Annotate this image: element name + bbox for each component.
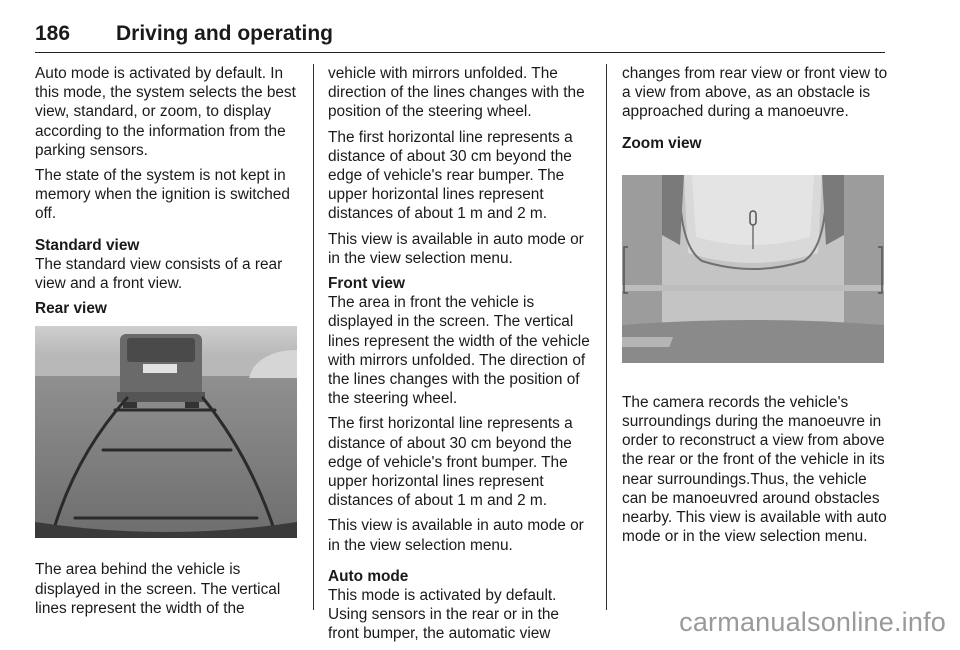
paragraph-rear-lines: vehicle with mirrors unfolded. The direction of the lines changes with the position of the steering wheel. [328, 65, 585, 121]
watermark: carmanualsonline.info [679, 607, 946, 637]
column-2 [328, 64, 592, 650]
heading-standard-view: Standard view [35, 236, 140, 254]
paragraph-memory-state: The state of the system is not kept in memory when the ignition is switched off. [35, 167, 290, 223]
heading-zoom-view: Zoom view [622, 134, 702, 152]
page-header [35, 22, 885, 53]
paragraph-auto-mode-intro: Auto mode is activated by default. In this mode, the system selects the best view, standard, or zoom, to display according to the information from the parking sensors. [35, 65, 296, 159]
paragraph-rear-view-desc: The area behind the vehicle is displayed in the screen. The vertical lines represent the width of the [35, 561, 281, 617]
paragraph-zoom-view-desc: The camera records the vehicle's surroundings during the manoeuvre in order to reconstruct a view from above the rear or the front of the vehicle in its near surroundings.Thus, the vehicle can be manoeuvred around obstacles nearby. This view is available with auto mode or in the view selection menu. [622, 393, 887, 546]
column-3 [622, 64, 888, 552]
paragraph-front-horizontal-lines: The first horizontal line represents a distance of about 30 cm beyond the edge of vehicle's front bumper. The upper horizontal lines represent distances of about 1 m and 2 m. [328, 415, 573, 510]
paragraph-auto-view-change: changes from rear view or front view to a view from above, as an obstacle is approached during a manoeuvre. [622, 65, 888, 121]
column-divider-2 [606, 64, 607, 610]
rear-view-camera-image [35, 326, 297, 538]
page-number: 186 [35, 22, 71, 45]
heading-auto-mode: Auto mode [328, 567, 409, 585]
paragraph-auto-mode-desc: This mode is activated by default. Using sensors in the rear or in the front bumper, the automatic view [328, 587, 559, 643]
paragraph-standard-view: The standard view consists of a rear view and a front view. [35, 255, 283, 293]
paragraph-front-availability: This view is available in auto mode or in the view selection menu. [328, 517, 584, 554]
zoom-view-camera-image [622, 175, 884, 363]
heading-rear-view: Rear view [35, 300, 107, 318]
paragraph-rear-horizontal-lines: The first horizontal line represents a distance of about 30 cm beyond the edge of vehicle's rear bumper. The upper horizontal lines represent distances of about 1 m and 2 m. [328, 128, 573, 223]
paragraph-front-view-desc: The area in front the vehicle is displayed in the screen. The vertical lines represent the width of the vehicle with mirrors unfolded. The direction of the lines changes with the position of the steering wheel. [328, 294, 590, 408]
heading-front-view: Front view [328, 275, 405, 293]
column-divider-1 [313, 64, 314, 610]
column-1 [35, 64, 297, 624]
paragraph-rear-availability: This view is available in auto mode or in the view selection menu. [328, 230, 584, 267]
section-title: Driving and operating [116, 22, 334, 45]
